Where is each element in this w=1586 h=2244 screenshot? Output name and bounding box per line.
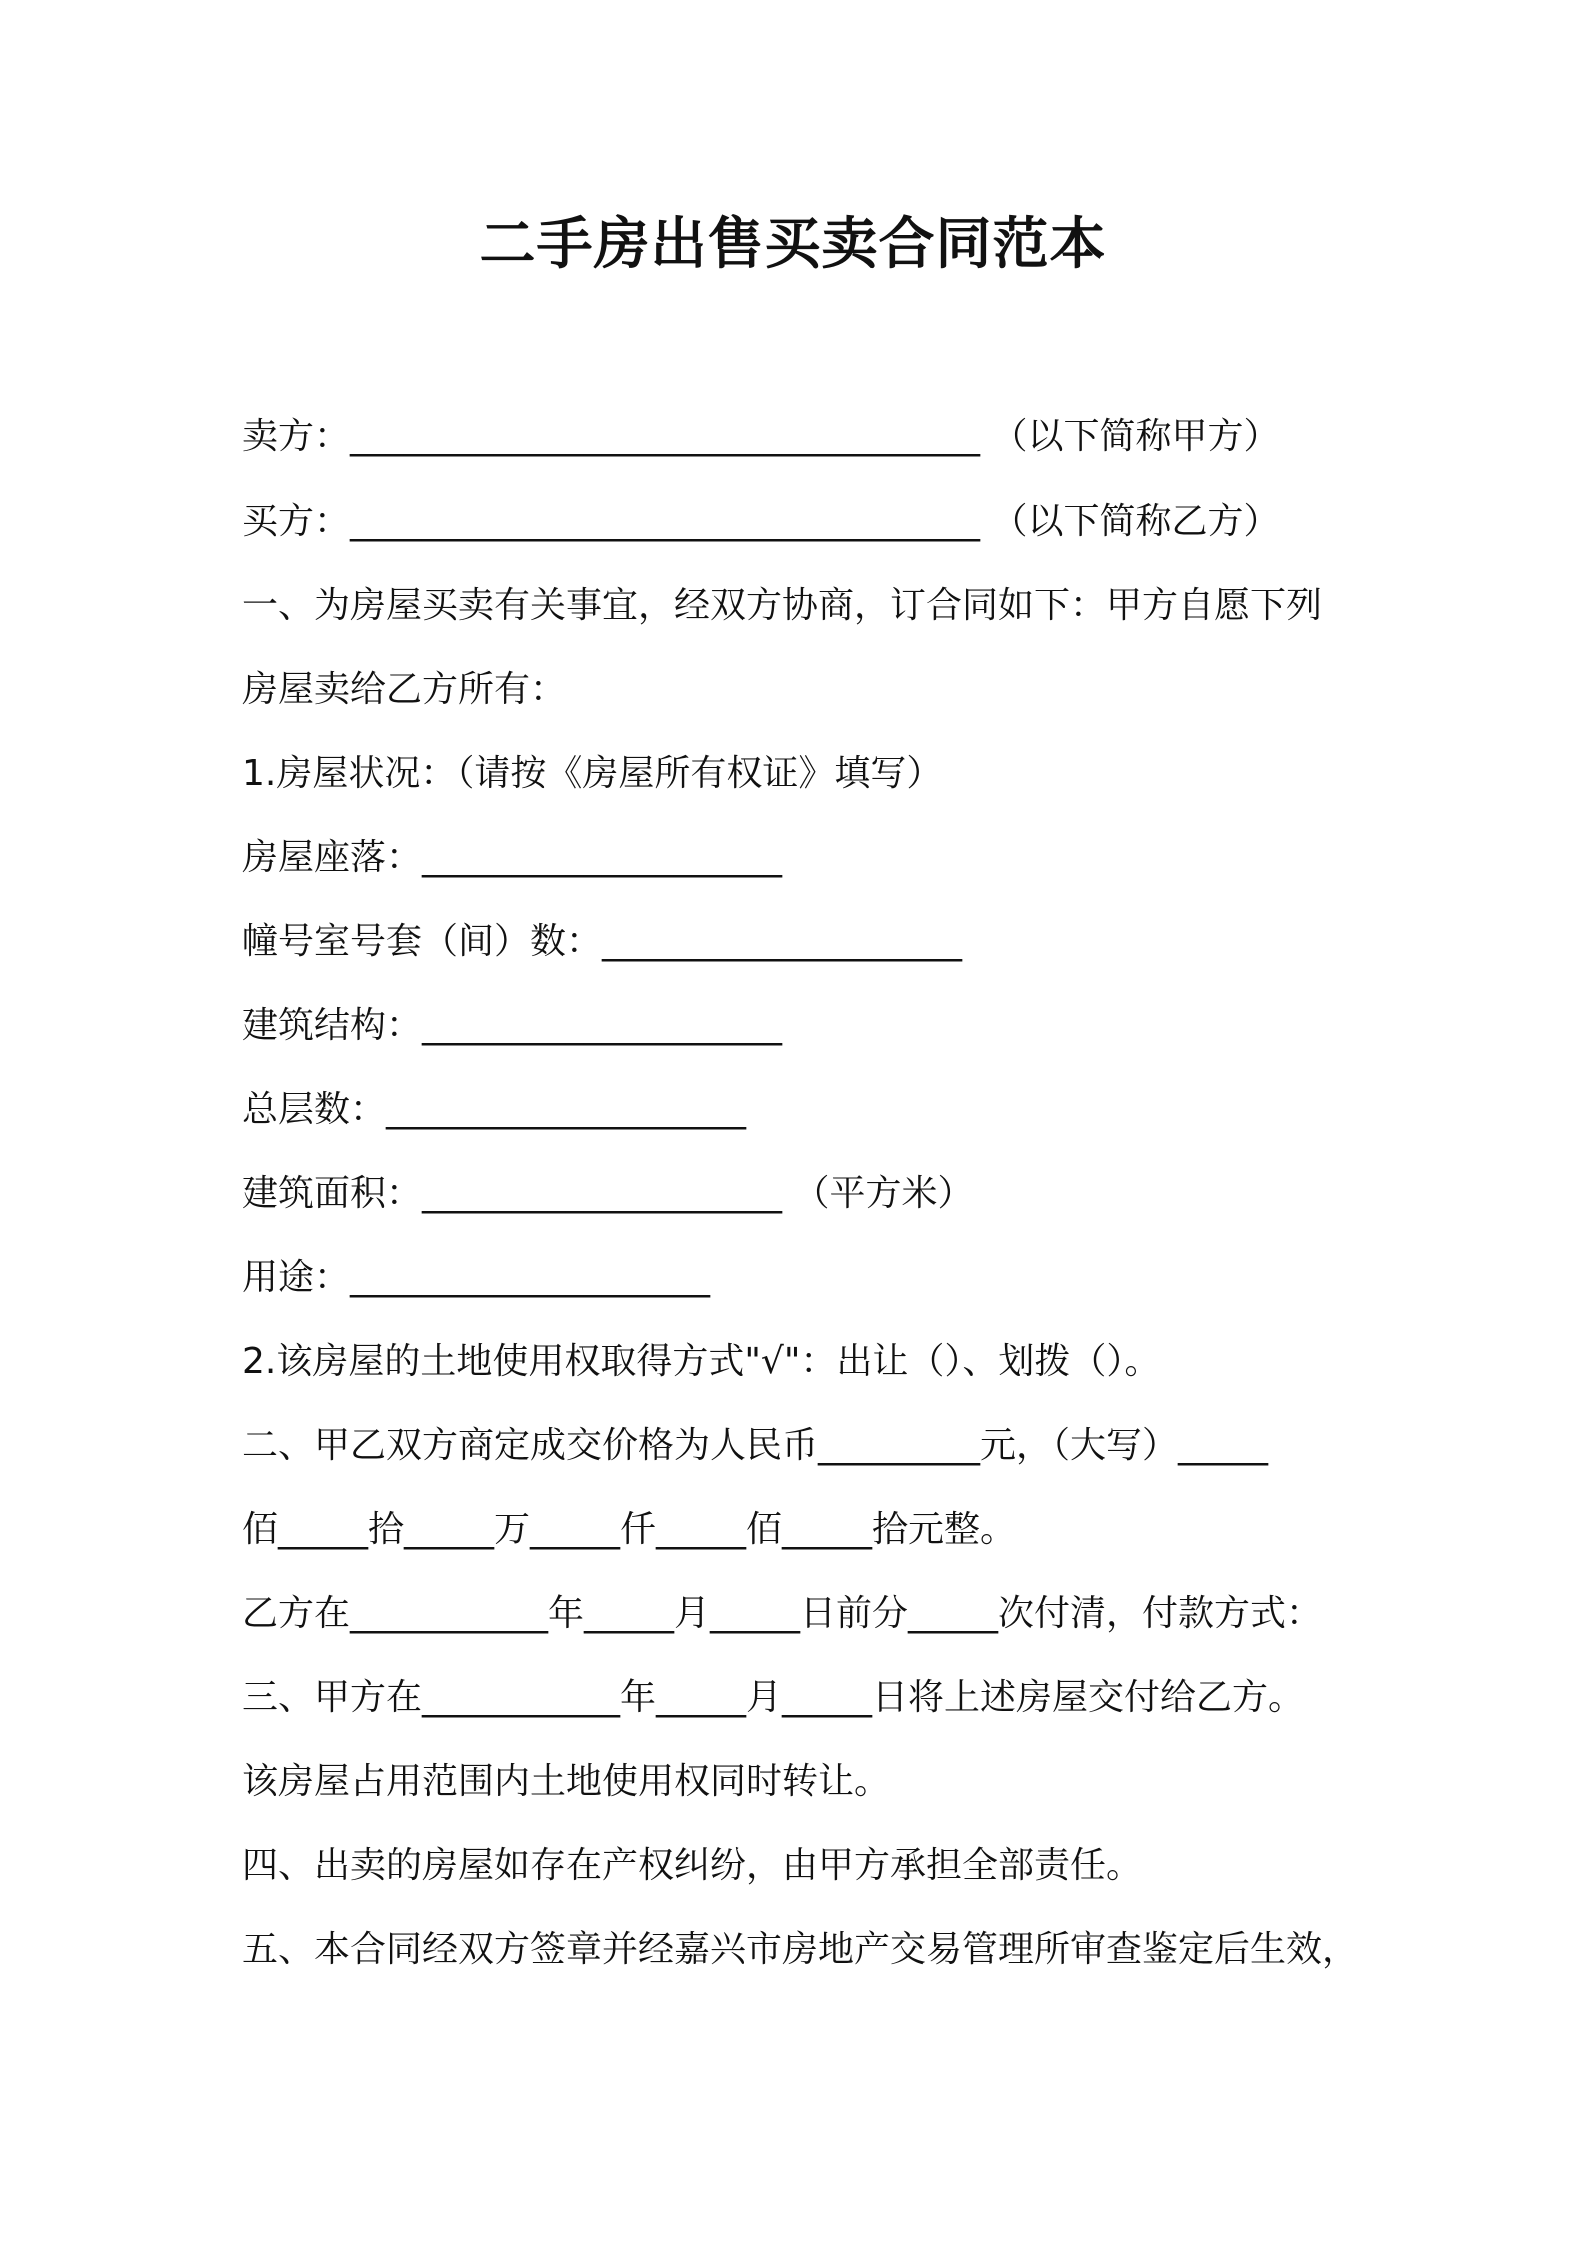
building-structure-line: 建筑结构：____________________ — [242, 1005, 783, 1046]
land-use-right-line: 2.该房屋的土地使用权取得方式"√"：出让（）、划拨（）。 — [242, 1341, 1161, 1382]
building-area-line: 建筑面积：____________________ （平方米） — [242, 1173, 974, 1214]
total-floors-line: 总层数：____________________ — [242, 1089, 747, 1130]
building-room-line: 幢号室号套（间）数：____________________ — [242, 921, 963, 962]
clause-1-intro: 一、为房屋买卖有关事宜，经双方协商，订合同如下：甲方自愿下列 — [242, 585, 1323, 626]
clause-1-intro-cont: 房屋卖给乙方所有： — [242, 669, 567, 710]
clause-4-line: 四、出卖的房屋如存在产权纠纷，由甲方承担全部责任。 — [242, 1845, 1143, 1886]
document-title: 二手房出售买卖合同范本 — [479, 212, 1107, 277]
house-location-line: 房屋座落：____________________ — [242, 837, 783, 878]
buyer-line: 买方：___________________________________ （以下简称乙方） — [242, 501, 1280, 542]
house-status-heading: 1.房屋状况：（请按《房屋所有权证》填写） — [242, 753, 943, 794]
clause-5-line: 五、本合同经双方签章并经嘉兴市房地产交易管理所审查鉴定后生效， — [242, 1929, 1359, 1970]
clause-2-amount-words-line: 佰_____拾_____万_____仟_____佰_____拾元整。 — [242, 1509, 1017, 1550]
clause-2-price-line: 二、甲乙双方商定成交价格为人民币_________元，（大写）_____ — [242, 1425, 1269, 1466]
clause-3-land-transfer-line: 该房屋占用范围内土地使用权同时转让。 — [242, 1761, 891, 1802]
payment-terms-line: 乙方在___________年_____月_____日前分_____次付清，付款方式： — [242, 1593, 1323, 1634]
usage-line: 用途：____________________ — [242, 1257, 711, 1298]
clause-3-delivery-line: 三、甲方在___________年_____月_____日将上述房屋交付给乙方。 — [242, 1677, 1305, 1718]
seller-line: 卖方：___________________________________ （以下简称甲方） — [242, 416, 1280, 457]
